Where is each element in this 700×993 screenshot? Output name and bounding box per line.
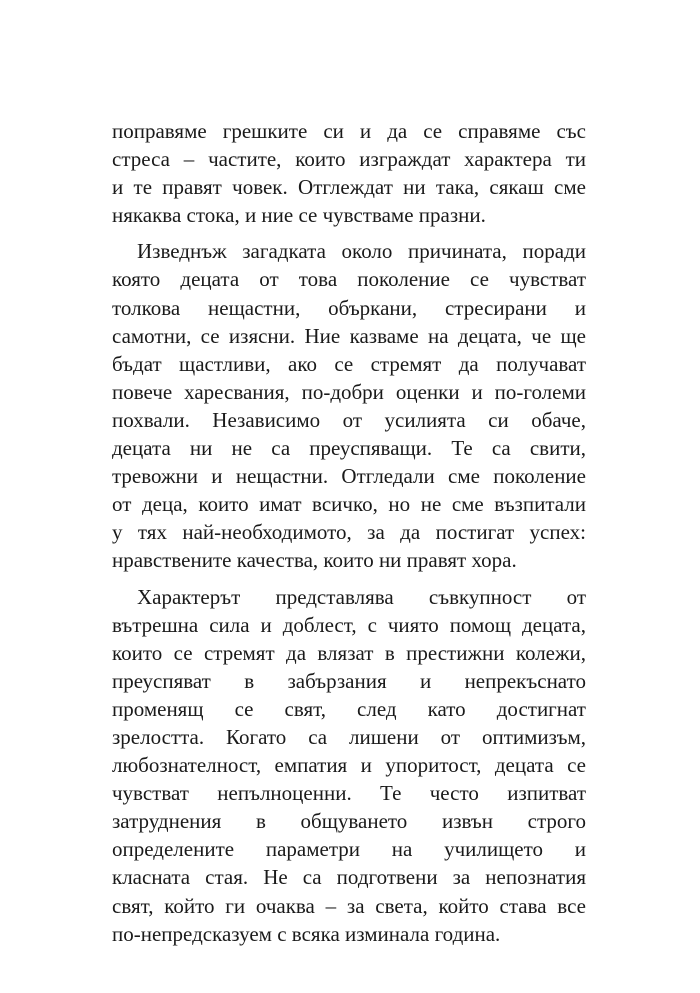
paragraph-1 (112, 117, 586, 229)
text-line: променящ се свят, след като достигнат (112, 696, 586, 721)
text-line: похвали. Независимо от усилията си обаче, (112, 407, 586, 432)
text-line: толкова нещастни, объркани, стресирани и (112, 295, 586, 320)
text-line: тревожни и нещастни. Отгледали сме поколение (112, 464, 586, 489)
text-line: Изведнъж загадката около причината, поради (137, 239, 586, 264)
text-line: и те правят човек. Отглеждат ни така, сякаш сме (112, 175, 586, 200)
text-line: по-непредсказуем с всяка изминала година. (112, 921, 501, 946)
text-line: от деца, които имат всичко, но не сме възпитали (112, 492, 586, 517)
text-line: затруднения в общуването извън строго (112, 809, 586, 834)
text-line: бъдат щастливи, ако се стремят да получават (112, 351, 586, 376)
body-text (112, 117, 586, 956)
text-line: вътрешна сила и доблест, с чиято помощ децата, (112, 612, 586, 637)
text-line: свят, който ги очаква – за света, който става все (112, 893, 586, 918)
text-line: любознателност, емпатия и упоритост, децата се (112, 753, 586, 778)
text-line: повече харесвания, по-добри оценки и по-големи (112, 379, 586, 404)
text-line: определените параметри на училището и (112, 837, 586, 862)
text-line: Характерът представлява съвкупност от (137, 584, 586, 609)
text-line: някаква стока, и ние се чувстваме празни. (112, 203, 486, 228)
text-line: класната стая. Не са подготвени за непознатия (112, 865, 586, 890)
text-line: стреса – частите, които изграждат характера ти (112, 147, 586, 172)
text-line: децата ни не са преуспяващи. Те са свити, (112, 436, 586, 461)
paragraph-3 (112, 583, 586, 948)
text-line: поправяме грешките си и да се справяме със (112, 119, 586, 143)
text-line: зрелостта. Когато са лишени от оптимизъм, (112, 724, 586, 749)
text-line: нравствените качества, които ни правят хора. (112, 548, 517, 573)
paragraph-2 (112, 237, 586, 574)
text-line: у тях най-необходимото, за да постигат успех: (112, 520, 586, 545)
text-line: преуспяват в забързания и непрекъснато (112, 668, 586, 693)
text-line: чувстват непълноценни. Те често изпитват (112, 781, 586, 806)
text-line: която децата от това поколение се чувстват (112, 267, 586, 292)
text-line: които се стремят да влязат в престижни колежи, (112, 640, 586, 665)
text-line: самотни, се изясни. Ние казваме на децата, че ще (112, 323, 586, 348)
